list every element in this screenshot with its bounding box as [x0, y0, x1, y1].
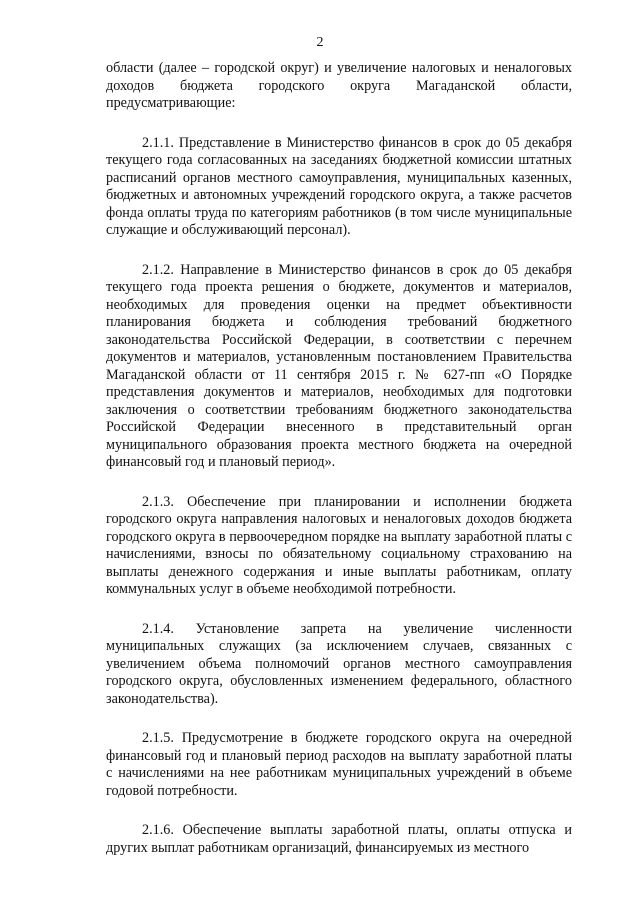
item-2-1-6-paragraph: 2.1.6. Обеспечение выплаты заработной платы, оплаты отпуска и других выплат работникам организаций, финансируемых из местного: [106, 822, 572, 856]
item-2-1-3-paragraph: 2.1.3. Обеспечение при планировании и исполнении бюджета городского округа направления налоговых и неналоговых доходов бюджета городского округа в первоочередном порядке на выплату заработной платы с начислениями, взносы по обязательному социальному страхованию на выплаты денежного содержания и иные выплаты работникам, оплату коммунальных услуг в объеме необходимой потребности.: [106, 493, 572, 597]
item-2-1-5-paragraph: 2.1.5. Предусмотрение в бюджете городского округа на очередной финансовый год и плановый период расходов на выплату заработной платы с начислениями на нее работникам муниципальных учреждений в объеме годовой потребности.: [106, 730, 572, 799]
item-2-1-4-paragraph: 2.1.4. Установление запрета на увеличение численности муниципальных служащих (за исключением случаев, связанных с увеличением объема полномочий органов местного самоуправления городского округа, обусловленных изменением федерального, областного законодательства).: [106, 620, 572, 707]
item-2-1-2-paragraph: 2.1.2. Направление в Министерство финансов в срок до 05 декабря текущего года проекта решения о бюджете, документов и материалов, необходимых для проведения оценки на предмет объективности планирования бюджета и соблюдения требований бюджетного законодательства Российской Федерации, в соответствии с перечнем документов и материалов, установленным постановлением Правительства Магаданской области от 11 сентября 2015 г. № 627-пп «О Порядке представления документов и материалов, необходимых для подготовки заключения о соответствии требованиям бюджетного законодательства Российской Федерации внесенного в представительный орган муниципального образования проекта местного бюджета на очередной финансовый год и плановый период».: [106, 261, 572, 470]
item-2-1-1-paragraph: 2.1.1. Представление в Министерство финансов в срок до 05 декабря текущего года согласованных на заседаниях бюджетной комиссии штатных расписаний органов местного самоуправления, муниципальных казенных, бюджетных и автономных учреждений городского округа, а также расчетов фонда оплаты труда по категориям работников (в том числе муниципальные служащие и обслуживающий персонал).: [106, 134, 572, 238]
intro-paragraph: области (далее – городской округ) и увеличение налоговых и неналоговых доходов бюджета городского округа Магаданской области, предусматривающие:: [106, 60, 572, 111]
document-body: [106, 60, 572, 879]
page-number: 2: [316, 35, 324, 50]
